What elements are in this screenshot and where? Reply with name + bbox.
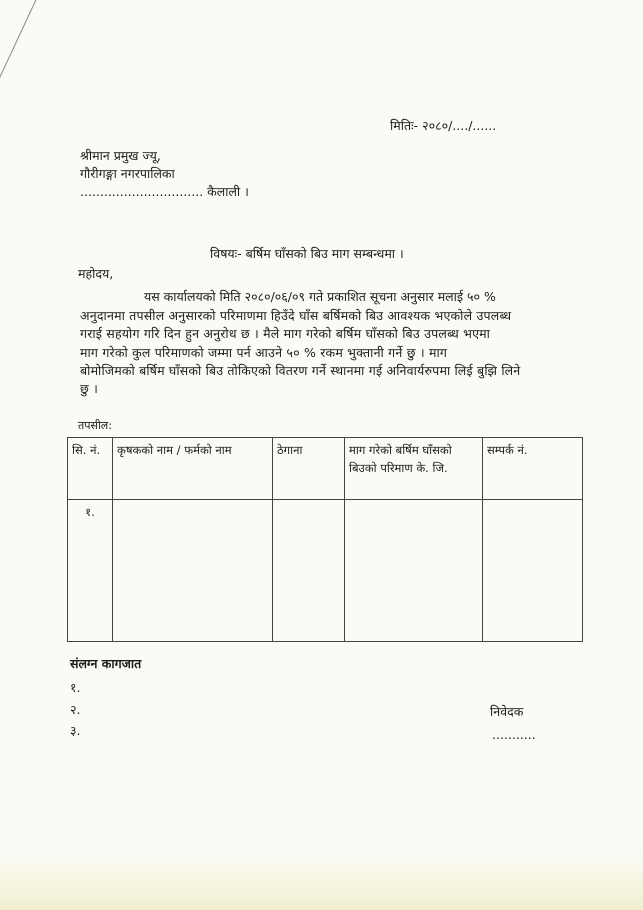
- table-row: [68, 500, 583, 642]
- row-serial-number: १.: [68, 500, 113, 642]
- header-farmer-name: कृषकको नाम / फर्मको नाम: [113, 438, 273, 500]
- header-address: ठेगाना: [273, 438, 345, 500]
- body-line: अनुदानमा तपसील अनुसारको परिमाणमा हिउँदे घाँस बर्षिमको बिउ आवश्यक भएकोले उपलब्ध: [80, 308, 512, 323]
- enclosure-item: १.: [70, 680, 81, 695]
- header-quantity: माग गरेको बर्षिम घाँसको बिउको परिमाण के. जि.: [345, 438, 483, 500]
- salutation: महोदय,: [78, 266, 114, 281]
- body-line: यस कार्यालयको मिति २०८०/०६/०९ गते प्रकाशित सूचना अनुसार मलाई ५० %: [144, 289, 496, 304]
- body-line: माग गरेको कुल परिमाणको जम्मा पर्न आउने ५० % रकम भुक्तानी गर्ने छु । माग: [80, 345, 448, 360]
- body-line: छु ।: [80, 381, 99, 396]
- row-farmer-name: [113, 500, 273, 642]
- body-line: गराई सहयोग गरि दिन हुन अनुरोध छ । मैले माग गरेको बर्षिम घाँसको बिउ उपलब्ध भएमा: [80, 326, 491, 341]
- details-label: तपसील:: [78, 419, 112, 432]
- body-line: बोमोजिमको बर्षिम घाँसको बिउ तोकिएको वितरण गर्ने स्थानमा गई अनिवार्यरुपमा लिई बुझि लिने: [80, 363, 521, 378]
- recipient-title: श्रीमान प्रमुख ज्यू,: [80, 148, 161, 163]
- recipient-district: ............................... कैलाली ।: [80, 184, 249, 199]
- row-quantity: [345, 500, 483, 642]
- paper-stain: [0, 850, 643, 910]
- header-serial-number: सि. नं.: [68, 438, 113, 500]
- header-contact-number: सम्पर्क नं.: [483, 438, 583, 500]
- enclosure-item: २.: [70, 702, 81, 717]
- enclosures-heading: संलग्न कागजात: [70, 656, 142, 671]
- applicant-signature-line: ...........: [492, 727, 536, 742]
- table-header-row: [68, 438, 583, 500]
- row-contact-number: [483, 500, 583, 642]
- seed-demand-table: [67, 437, 583, 642]
- date-line: मितिः- २०८०/..../......: [390, 118, 497, 133]
- enclosure-item: ३.: [70, 723, 81, 738]
- applicant-label: निवेदक: [490, 704, 524, 719]
- row-address: [273, 500, 345, 642]
- subject-line: विषयः- बर्षिम घाँसको बिउ माग सम्बन्धमा ।: [210, 246, 404, 261]
- recipient-office: गौरीगङ्गा नगरपालिका: [80, 166, 175, 181]
- paper-edge-line: [0, 0, 41, 126]
